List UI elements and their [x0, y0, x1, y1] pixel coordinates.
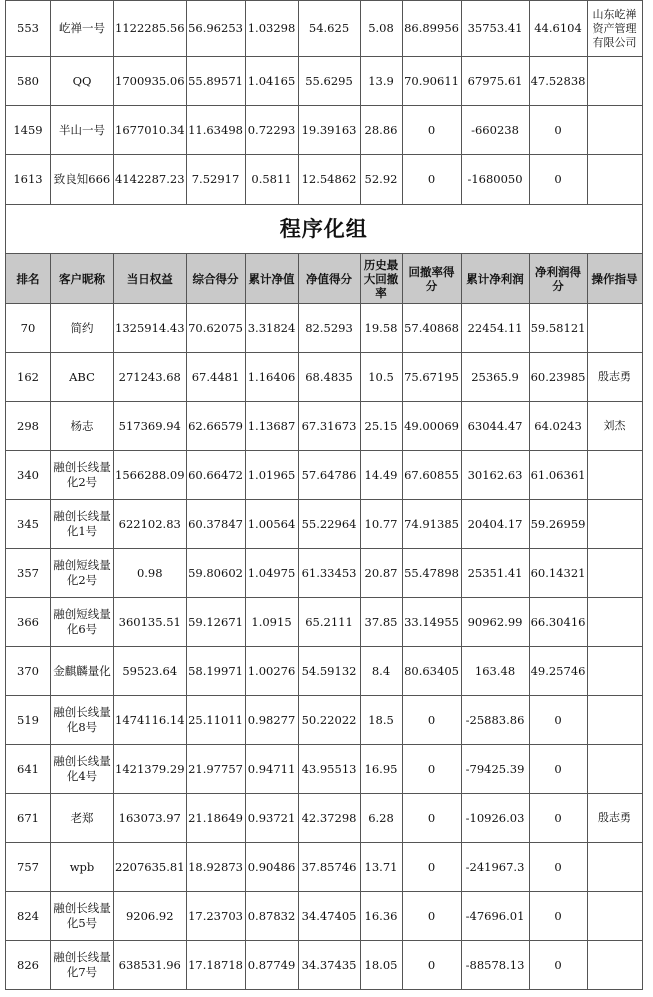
guide-cell: [587, 500, 642, 549]
rank-cell: 671: [6, 794, 51, 843]
name-cell: 简约: [51, 304, 114, 353]
rank-cell: 519: [6, 696, 51, 745]
drawdown-score-cell: 70.90611: [402, 57, 461, 106]
guide-cell: [587, 843, 642, 892]
drawdown-cell: 5.08: [360, 1, 402, 57]
equity-cell: 9206.92: [114, 892, 187, 941]
equity-cell: 59523.64: [114, 647, 187, 696]
table-row: [6, 794, 643, 843]
profit-cell: 67975.61: [461, 57, 529, 106]
profit-cell: 63044.47: [461, 402, 529, 451]
name-cell: 融创短线量化6号: [51, 598, 114, 647]
profit-score-cell: 44.6104: [529, 1, 587, 57]
guide-cell: [587, 647, 642, 696]
guide-cell: [587, 745, 642, 794]
drawdown-score-cell: 74.91385: [402, 500, 461, 549]
program-group-section: [6, 205, 643, 304]
nav-score-cell: 61.33453: [298, 549, 360, 598]
rank-cell: 641: [6, 745, 51, 794]
nav-cell: 0.5811: [245, 155, 298, 205]
equity-cell: 1122285.56: [114, 1, 187, 57]
drawdown-score-cell: 86.89956: [402, 1, 461, 57]
equity-cell: 622102.83: [114, 500, 187, 549]
score-cell: 59.12671: [186, 598, 245, 647]
drawdown-score-cell: 80.63405: [402, 647, 461, 696]
nav-score-cell: 42.37298: [298, 794, 360, 843]
drawdown-score-cell: 0: [402, 843, 461, 892]
rank-cell: 70: [6, 304, 51, 353]
program-group-rows-body: [6, 304, 643, 990]
profit-cell: 25351.41: [461, 549, 529, 598]
nav-cell: 1.01965: [245, 451, 298, 500]
group-title: 程序化组: [6, 205, 643, 254]
table-row: [6, 57, 643, 106]
guide-cell: [587, 696, 642, 745]
nav-score-cell: 34.47405: [298, 892, 360, 941]
guide-cell: 殷志勇: [587, 794, 642, 843]
equity-cell: 360135.51: [114, 598, 187, 647]
drawdown-cell: 10.5: [360, 353, 402, 402]
nav-cell: 1.0915: [245, 598, 298, 647]
drawdown-score-cell: 0: [402, 941, 461, 990]
drawdown-score-cell: 0: [402, 696, 461, 745]
profit-score-cell: 49.25746: [529, 647, 587, 696]
profit-score-cell: 64.0243: [529, 402, 587, 451]
table-row: [6, 402, 643, 451]
equity-cell: 4142287.23: [114, 155, 187, 205]
drawdown-score-cell: 0: [402, 106, 461, 155]
profit-score-cell: 59.58121: [529, 304, 587, 353]
nav-cell: 0.98277: [245, 696, 298, 745]
equity-cell: 163073.97: [114, 794, 187, 843]
nav-score-cell: 50.22022: [298, 696, 360, 745]
profit-score-cell: 59.26959: [529, 500, 587, 549]
profit-score-cell: 0: [529, 794, 587, 843]
table-row: [6, 451, 643, 500]
nav-score-cell: 12.54862: [298, 155, 360, 205]
drawdown-cell: 18.5: [360, 696, 402, 745]
nav-score-cell: 65.2111: [298, 598, 360, 647]
name-cell: 融创短线量化2号: [51, 549, 114, 598]
equity-cell: 0.98: [114, 549, 187, 598]
name-cell: 融创长线量化2号: [51, 451, 114, 500]
guide-cell: 刘杰: [587, 402, 642, 451]
profit-score-cell: 0: [529, 843, 587, 892]
equity-cell: 1325914.43: [114, 304, 187, 353]
profit-cell: 35753.41: [461, 1, 529, 57]
nav-score-cell: 54.59132: [298, 647, 360, 696]
header-nav-score: 净值得分: [298, 254, 360, 304]
drawdown-score-cell: 33.14955: [402, 598, 461, 647]
header-nav: 累计净值: [245, 254, 298, 304]
drawdown-cell: 14.49: [360, 451, 402, 500]
name-cell: ABC: [51, 353, 114, 402]
profit-cell: -241967.3: [461, 843, 529, 892]
score-cell: 58.19971: [186, 647, 245, 696]
header-drawdown-score: 回撤率得分: [402, 254, 461, 304]
score-cell: 25.11011: [186, 696, 245, 745]
guide-cell: [587, 941, 642, 990]
nav-cell: 0.93721: [245, 794, 298, 843]
profit-cell: -10926.03: [461, 794, 529, 843]
drawdown-score-cell: 0: [402, 155, 461, 205]
score-cell: 56.96253: [186, 1, 245, 57]
drawdown-cell: 18.05: [360, 941, 402, 990]
guide-cell: 殷志勇: [587, 353, 642, 402]
name-cell: 致良知666: [51, 155, 114, 205]
profit-score-cell: 0: [529, 941, 587, 990]
name-cell: QQ: [51, 57, 114, 106]
nav-cell: 0.90486: [245, 843, 298, 892]
table-row: [6, 745, 643, 794]
nav-cell: 1.00564: [245, 500, 298, 549]
profit-score-cell: 0: [529, 892, 587, 941]
score-cell: 7.52917: [186, 155, 245, 205]
table-row: [6, 155, 643, 205]
guide-cell: [587, 57, 642, 106]
nav-score-cell: 43.95513: [298, 745, 360, 794]
profit-score-cell: 0: [529, 745, 587, 794]
table-row: [6, 696, 643, 745]
guide-cell: [587, 892, 642, 941]
nav-score-cell: 55.22964: [298, 500, 360, 549]
table-row: [6, 106, 643, 155]
profit-score-cell: 61.06361: [529, 451, 587, 500]
profit-score-cell: 0: [529, 696, 587, 745]
table-row: [6, 598, 643, 647]
drawdown-cell: 13.71: [360, 843, 402, 892]
drawdown-score-cell: 0: [402, 745, 461, 794]
nav-cell: 1.16406: [245, 353, 298, 402]
profit-cell: -79425.39: [461, 745, 529, 794]
nav-score-cell: 34.37435: [298, 941, 360, 990]
nav-cell: 1.00276: [245, 647, 298, 696]
drawdown-cell: 28.86: [360, 106, 402, 155]
nav-cell: 1.04975: [245, 549, 298, 598]
table-row: [6, 1, 643, 57]
drawdown-cell: 20.87: [360, 549, 402, 598]
table-row: [6, 941, 643, 990]
drawdown-score-cell: 0: [402, 794, 461, 843]
table-row: [6, 843, 643, 892]
name-cell: 半山一号: [51, 106, 114, 155]
drawdown-cell: 16.95: [360, 745, 402, 794]
profit-score-cell: 47.52838: [529, 57, 587, 106]
name-cell: 融创长线量化7号: [51, 941, 114, 990]
profit-cell: 163.48: [461, 647, 529, 696]
table-row: [6, 353, 643, 402]
guide-cell: 山东屹禅资产管理有限公司: [587, 1, 642, 57]
nav-cell: 1.03298: [245, 1, 298, 57]
nav-cell: 1.04165: [245, 57, 298, 106]
drawdown-score-cell: 75.67195: [402, 353, 461, 402]
table-row: [6, 892, 643, 941]
nav-cell: 1.13687: [245, 402, 298, 451]
profit-score-cell: 66.30416: [529, 598, 587, 647]
name-cell: 融创长线量化8号: [51, 696, 114, 745]
drawdown-cell: 52.92: [360, 155, 402, 205]
score-cell: 62.66579: [186, 402, 245, 451]
score-cell: 70.62075: [186, 304, 245, 353]
header-guide: 操作指导: [587, 254, 642, 304]
profit-cell: -25883.86: [461, 696, 529, 745]
nav-score-cell: 57.64786: [298, 451, 360, 500]
profit-score-cell: 0: [529, 155, 587, 205]
header-equity: 当日权益: [114, 254, 187, 304]
rank-cell: 553: [6, 1, 51, 57]
rank-cell: 1613: [6, 155, 51, 205]
drawdown-cell: 8.4: [360, 647, 402, 696]
equity-cell: 1566288.09: [114, 451, 187, 500]
header-row: [6, 254, 643, 304]
profit-score-cell: 60.23985: [529, 353, 587, 402]
rank-cell: 345: [6, 500, 51, 549]
guide-cell: [587, 598, 642, 647]
table-row: [6, 647, 643, 696]
drawdown-cell: 6.28: [360, 794, 402, 843]
drawdown-cell: 13.9: [360, 57, 402, 106]
name-cell: 金麒麟量化: [51, 647, 114, 696]
equity-cell: 271243.68: [114, 353, 187, 402]
guide-cell: [587, 155, 642, 205]
rank-cell: 1459: [6, 106, 51, 155]
score-cell: 17.18718: [186, 941, 245, 990]
ranking-table: [5, 0, 643, 990]
header-score: 综合得分: [186, 254, 245, 304]
nav-score-cell: 67.31673: [298, 402, 360, 451]
table-row: [6, 500, 643, 549]
rank-cell: 366: [6, 598, 51, 647]
equity-cell: 1677010.34: [114, 106, 187, 155]
rank-cell: 162: [6, 353, 51, 402]
drawdown-cell: 10.77: [360, 500, 402, 549]
nav-cell: 3.31824: [245, 304, 298, 353]
table-row: [6, 549, 643, 598]
equity-cell: 1474116.14: [114, 696, 187, 745]
equity-cell: 1421379.29: [114, 745, 187, 794]
rank-cell: 370: [6, 647, 51, 696]
header-name: 客户昵称: [51, 254, 114, 304]
profit-score-cell: 0: [529, 106, 587, 155]
rank-cell: 826: [6, 941, 51, 990]
group-title-row: [6, 205, 643, 254]
name-cell: 融创长线量化5号: [51, 892, 114, 941]
profit-cell: -1680050: [461, 155, 529, 205]
nav-score-cell: 37.85746: [298, 843, 360, 892]
nav-score-cell: 82.5293: [298, 304, 360, 353]
nav-cell: 0.87749: [245, 941, 298, 990]
guide-cell: [587, 451, 642, 500]
rank-cell: 757: [6, 843, 51, 892]
score-cell: 59.80602: [186, 549, 245, 598]
nav-cell: 0.72293: [245, 106, 298, 155]
score-cell: 17.23703: [186, 892, 245, 941]
guide-cell: [587, 106, 642, 155]
equity-cell: 517369.94: [114, 402, 187, 451]
nav-score-cell: 54.625: [298, 1, 360, 57]
drawdown-score-cell: 0: [402, 892, 461, 941]
guide-cell: [587, 549, 642, 598]
drawdown-cell: 19.58: [360, 304, 402, 353]
profit-cell: 30162.63: [461, 451, 529, 500]
header-drawdown: 历史最大回撤率: [360, 254, 402, 304]
nav-cell: 0.94711: [245, 745, 298, 794]
name-cell: 老郑: [51, 794, 114, 843]
name-cell: 融创长线量化4号: [51, 745, 114, 794]
drawdown-score-cell: 67.60855: [402, 451, 461, 500]
guide-cell: [587, 304, 642, 353]
name-cell: 屹禅一号: [51, 1, 114, 57]
nav-cell: 0.87832: [245, 892, 298, 941]
profit-cell: 90962.99: [461, 598, 529, 647]
nav-score-cell: 68.4835: [298, 353, 360, 402]
profit-cell: 20404.17: [461, 500, 529, 549]
profit-score-cell: 60.14321: [529, 549, 587, 598]
profit-cell: -660238: [461, 106, 529, 155]
drawdown-cell: 16.36: [360, 892, 402, 941]
name-cell: 融创长线量化1号: [51, 500, 114, 549]
rank-cell: 298: [6, 402, 51, 451]
header-profit: 累计净利润: [461, 254, 529, 304]
score-cell: 11.63498: [186, 106, 245, 155]
drawdown-cell: 25.15: [360, 402, 402, 451]
nav-score-cell: 55.6295: [298, 57, 360, 106]
drawdown-cell: 37.85: [360, 598, 402, 647]
drawdown-score-cell: 55.47898: [402, 549, 461, 598]
rank-cell: 340: [6, 451, 51, 500]
rank-cell: 580: [6, 57, 51, 106]
profit-cell: 22454.11: [461, 304, 529, 353]
name-cell: wpb: [51, 843, 114, 892]
equity-cell: 638531.96: [114, 941, 187, 990]
rank-cell: 357: [6, 549, 51, 598]
score-cell: 67.4481: [186, 353, 245, 402]
score-cell: 21.18649: [186, 794, 245, 843]
name-cell: 杨志: [51, 402, 114, 451]
profit-cell: -47696.01: [461, 892, 529, 941]
drawdown-score-cell: 49.00069: [402, 402, 461, 451]
profit-cell: -88578.13: [461, 941, 529, 990]
drawdown-score-cell: 57.40868: [402, 304, 461, 353]
top-rows-body: [6, 1, 643, 205]
score-cell: 60.66472: [186, 451, 245, 500]
score-cell: 18.92873: [186, 843, 245, 892]
nav-score-cell: 19.39163: [298, 106, 360, 155]
header-rank: 排名: [6, 254, 51, 304]
rank-cell: 824: [6, 892, 51, 941]
profit-cell: 25365.9: [461, 353, 529, 402]
header-profit-score: 净利润得分: [529, 254, 587, 304]
score-cell: 60.37847: [186, 500, 245, 549]
score-cell: 55.89571: [186, 57, 245, 106]
score-cell: 21.97757: [186, 745, 245, 794]
equity-cell: 1700935.06: [114, 57, 187, 106]
equity-cell: 2207635.81: [114, 843, 187, 892]
table-row: [6, 304, 643, 353]
